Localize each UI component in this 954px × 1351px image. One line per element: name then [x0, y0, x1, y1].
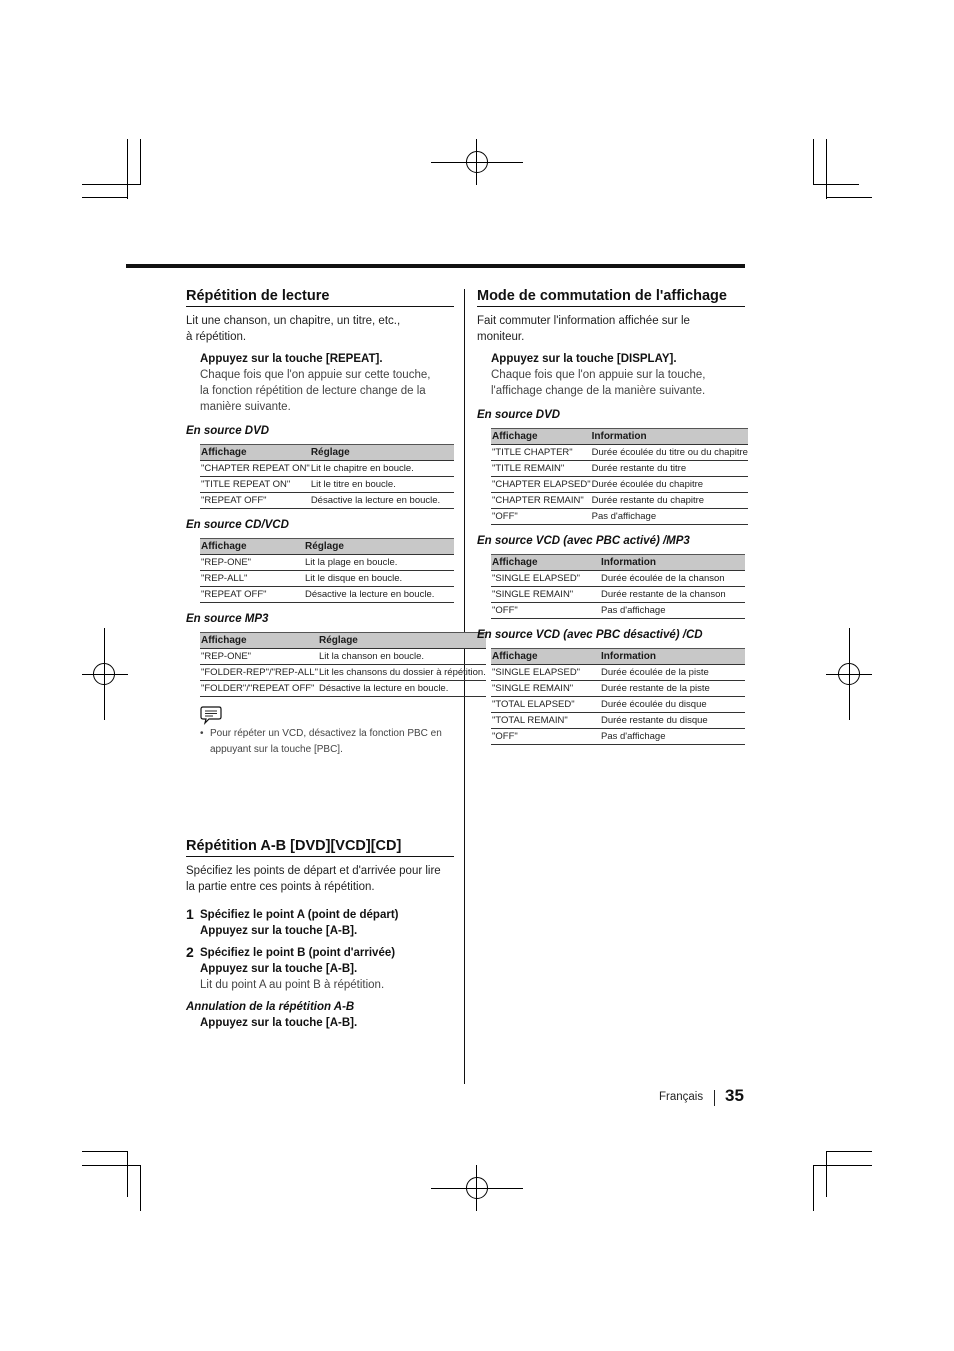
- repeat-key-instruction: Appuyez sur la touche [REPEAT].: [200, 353, 383, 365]
- table-row: [491, 445, 748, 461]
- settings-table: [200, 632, 486, 697]
- display-value-cell: "CHAPTER ELAPSED": [491, 477, 591, 493]
- ab-repeat-section: [186, 838, 454, 1031]
- display-value-cell: "REPEAT OFF": [200, 587, 304, 603]
- repeat-tables: [186, 424, 486, 697]
- table-row: [491, 509, 748, 525]
- description-cell: Lit le chapitre en boucle.: [310, 461, 454, 477]
- step-2: 2 Spécifiez le point B (point d'arrivée) Appuyez sur la touche [A-B]. Lit du point A au point B à répétition.: [186, 944, 396, 991]
- column-header: Affichage: [200, 539, 304, 555]
- table-row: [200, 461, 454, 477]
- description-cell: Désactive la lecture en boucle.: [318, 681, 486, 697]
- display-value-cell: "REP-ONE": [200, 649, 318, 665]
- section-title: En source MP3: [186, 613, 269, 625]
- column-header: Affichage: [491, 555, 600, 571]
- speech-bubble-icon: [200, 705, 222, 725]
- display-value-cell: "OFF": [491, 509, 591, 525]
- settings-table: [491, 428, 748, 525]
- table-row: [200, 555, 454, 571]
- table-row: [200, 665, 486, 681]
- description-cell: Lit le titre en boucle.: [310, 477, 454, 493]
- table-row: [491, 729, 745, 745]
- description-cell: Durée écoulée de la chanson: [600, 571, 745, 587]
- display-value-cell: "TITLE CHAPTER": [491, 445, 591, 461]
- settings-table: [200, 538, 454, 603]
- step-1: 1 Spécifiez le point A (point de départ) Appuyez sur la touche [A-B].: [186, 906, 399, 937]
- note-block: [186, 705, 454, 758]
- repeat-intro: Lit une chanson, un chapitre, un titre, etc., à répétition.: [186, 315, 401, 343]
- description-cell: Durée restante du chapitre: [591, 493, 748, 509]
- display-heading: Mode de commutation de l'affichage: [477, 288, 745, 307]
- description-cell: Durée écoulée du chapitre: [591, 477, 748, 493]
- footer-language: Français: [659, 1091, 704, 1103]
- display-value-cell: "SINGLE ELAPSED": [491, 665, 600, 681]
- display-value-cell: "TOTAL ELAPSED": [491, 697, 600, 713]
- description-cell: Pas d'affichage: [591, 509, 748, 525]
- section-title: En source VCD (avec PBC désactivé) /CD: [477, 629, 703, 641]
- section-title: En source CD/VCD: [186, 519, 289, 531]
- display-mode-section: [477, 288, 748, 745]
- column-header: Affichage: [491, 429, 591, 445]
- table-header-row: [200, 445, 454, 461]
- display-value-cell: "CHAPTER REPEAT ON": [200, 461, 310, 477]
- table-header-row: [200, 539, 454, 555]
- display-value-cell: "TOTAL REMAIN": [491, 713, 600, 729]
- column-header: Réglage: [318, 633, 486, 649]
- description-cell: Désactive la lecture en boucle.: [304, 587, 454, 603]
- settings-table: [200, 444, 454, 509]
- table-row: [200, 493, 454, 509]
- settings-table: [491, 554, 745, 619]
- table-row: [491, 493, 748, 509]
- ab-heading: Répétition A-B [DVD][VCD][CD]: [186, 838, 454, 857]
- display-intro: Fait commuter l'information affichée sur le moniteur.: [477, 315, 690, 343]
- description-cell: Désactive la lecture en boucle.: [310, 493, 454, 509]
- table-row: [491, 461, 748, 477]
- description-cell: Durée écoulée du disque: [600, 697, 745, 713]
- column-header: Affichage: [491, 649, 600, 665]
- display-value-cell: "SINGLE REMAIN": [491, 587, 600, 603]
- description-cell: Lit le disque en boucle.: [304, 571, 454, 587]
- section-title: En source DVD: [186, 425, 270, 437]
- right-column: [477, 288, 748, 745]
- display-value-cell: "SINGLE REMAIN": [491, 681, 600, 697]
- column-header: Affichage: [200, 445, 310, 461]
- column-header: Réglage: [304, 539, 454, 555]
- description-cell: Lit la chanson en boucle.: [318, 649, 486, 665]
- table-header-row: [200, 633, 486, 649]
- display-instruction: Appuyez sur la touche [DISPLAY]. Chaque fois que l'on appuie sur la touche, l'affichage change de la manière suivante.: [491, 351, 745, 399]
- display-value-cell: "FOLDER-REP"/"REP-ALL": [200, 665, 318, 681]
- page-number: 35: [725, 1086, 744, 1105]
- table-row: [200, 681, 486, 697]
- table-row: [200, 571, 454, 587]
- description-cell: Durée écoulée de la piste: [600, 665, 745, 681]
- display-value-cell: "CHAPTER REMAIN": [491, 493, 591, 509]
- description-cell: Durée restante du titre: [591, 461, 748, 477]
- display-value-cell: "TITLE REMAIN": [491, 461, 591, 477]
- repeat-heading: Répétition de lecture: [186, 288, 454, 307]
- table-header-row: [491, 429, 748, 445]
- repeat-instruction: Appuyez sur la touche [REPEAT]. Chaque fois que l'on appuie sur cette touche, la fonction répétition de lecture change de la manière suivante.: [200, 351, 454, 415]
- column-header: Information: [600, 649, 745, 665]
- description-cell: Lit la plage en boucle.: [304, 555, 454, 571]
- display-value-cell: "FOLDER"/"REPEAT OFF": [200, 681, 318, 697]
- settings-table: [491, 648, 745, 745]
- display-value-cell: "OFF": [491, 729, 600, 745]
- description-cell: Lit les chansons du dossier à répétition.: [318, 665, 486, 681]
- column-header: Affichage: [200, 633, 318, 649]
- display-value-cell: "REP-ALL": [200, 571, 304, 587]
- column-header: Information: [591, 429, 748, 445]
- table-row: [491, 681, 745, 697]
- table-row: [200, 477, 454, 493]
- column-header: Information: [600, 555, 745, 571]
- table-header-row: [491, 649, 745, 665]
- section-title: En source VCD (avec PBC activé) /MP3: [477, 535, 690, 547]
- description-cell: Durée restante de la piste: [600, 681, 745, 697]
- table-row: [200, 649, 486, 665]
- table-row: [200, 587, 454, 603]
- display-tables: [477, 408, 748, 745]
- display-value-cell: "SINGLE ELAPSED": [491, 571, 600, 587]
- footer-separator: [714, 1090, 715, 1106]
- table-row: [491, 571, 745, 587]
- description-cell: Durée restante du disque: [600, 713, 745, 729]
- ab-cancel-title: Annulation de la répétition A-B: [186, 1001, 355, 1013]
- table-row: [491, 697, 745, 713]
- description-cell: Pas d'affichage: [600, 729, 745, 745]
- description-cell: Durée écoulée du titre ou du chapitre: [591, 445, 748, 461]
- table-row: [491, 603, 745, 619]
- column-header: Réglage: [310, 445, 454, 461]
- table-header-row: [491, 555, 745, 571]
- display-value-cell: "REP-ONE": [200, 555, 304, 571]
- left-column: [186, 288, 486, 758]
- ab-cancel-instruction: Appuyez sur la touche [A-B].: [200, 1017, 358, 1029]
- repeat-section: [186, 288, 486, 758]
- table-row: [491, 477, 748, 493]
- header-rule: [126, 264, 745, 268]
- description-cell: Durée restante de la chanson: [600, 587, 745, 603]
- pbc-note: • Pour répéter un VCD, désactivez la fonction PBC en appuyant sur la touche [PBC].: [200, 728, 442, 755]
- display-value-cell: "REPEAT OFF": [200, 493, 310, 509]
- description-cell: Pas d'affichage: [600, 603, 745, 619]
- ab-intro: Spécifiez les points de départ et d'arrivée pour lire la partie entre ces points à répétition.: [186, 865, 441, 893]
- display-key-instruction: Appuyez sur la touche [DISPLAY].: [491, 353, 677, 365]
- table-row: [491, 665, 745, 681]
- display-value-cell: "OFF": [491, 603, 600, 619]
- table-row: [491, 713, 745, 729]
- ab-column: [186, 838, 454, 1031]
- table-row: [491, 587, 745, 603]
- section-title: En source DVD: [477, 409, 561, 421]
- display-value-cell: "TITLE REPEAT ON": [200, 477, 310, 493]
